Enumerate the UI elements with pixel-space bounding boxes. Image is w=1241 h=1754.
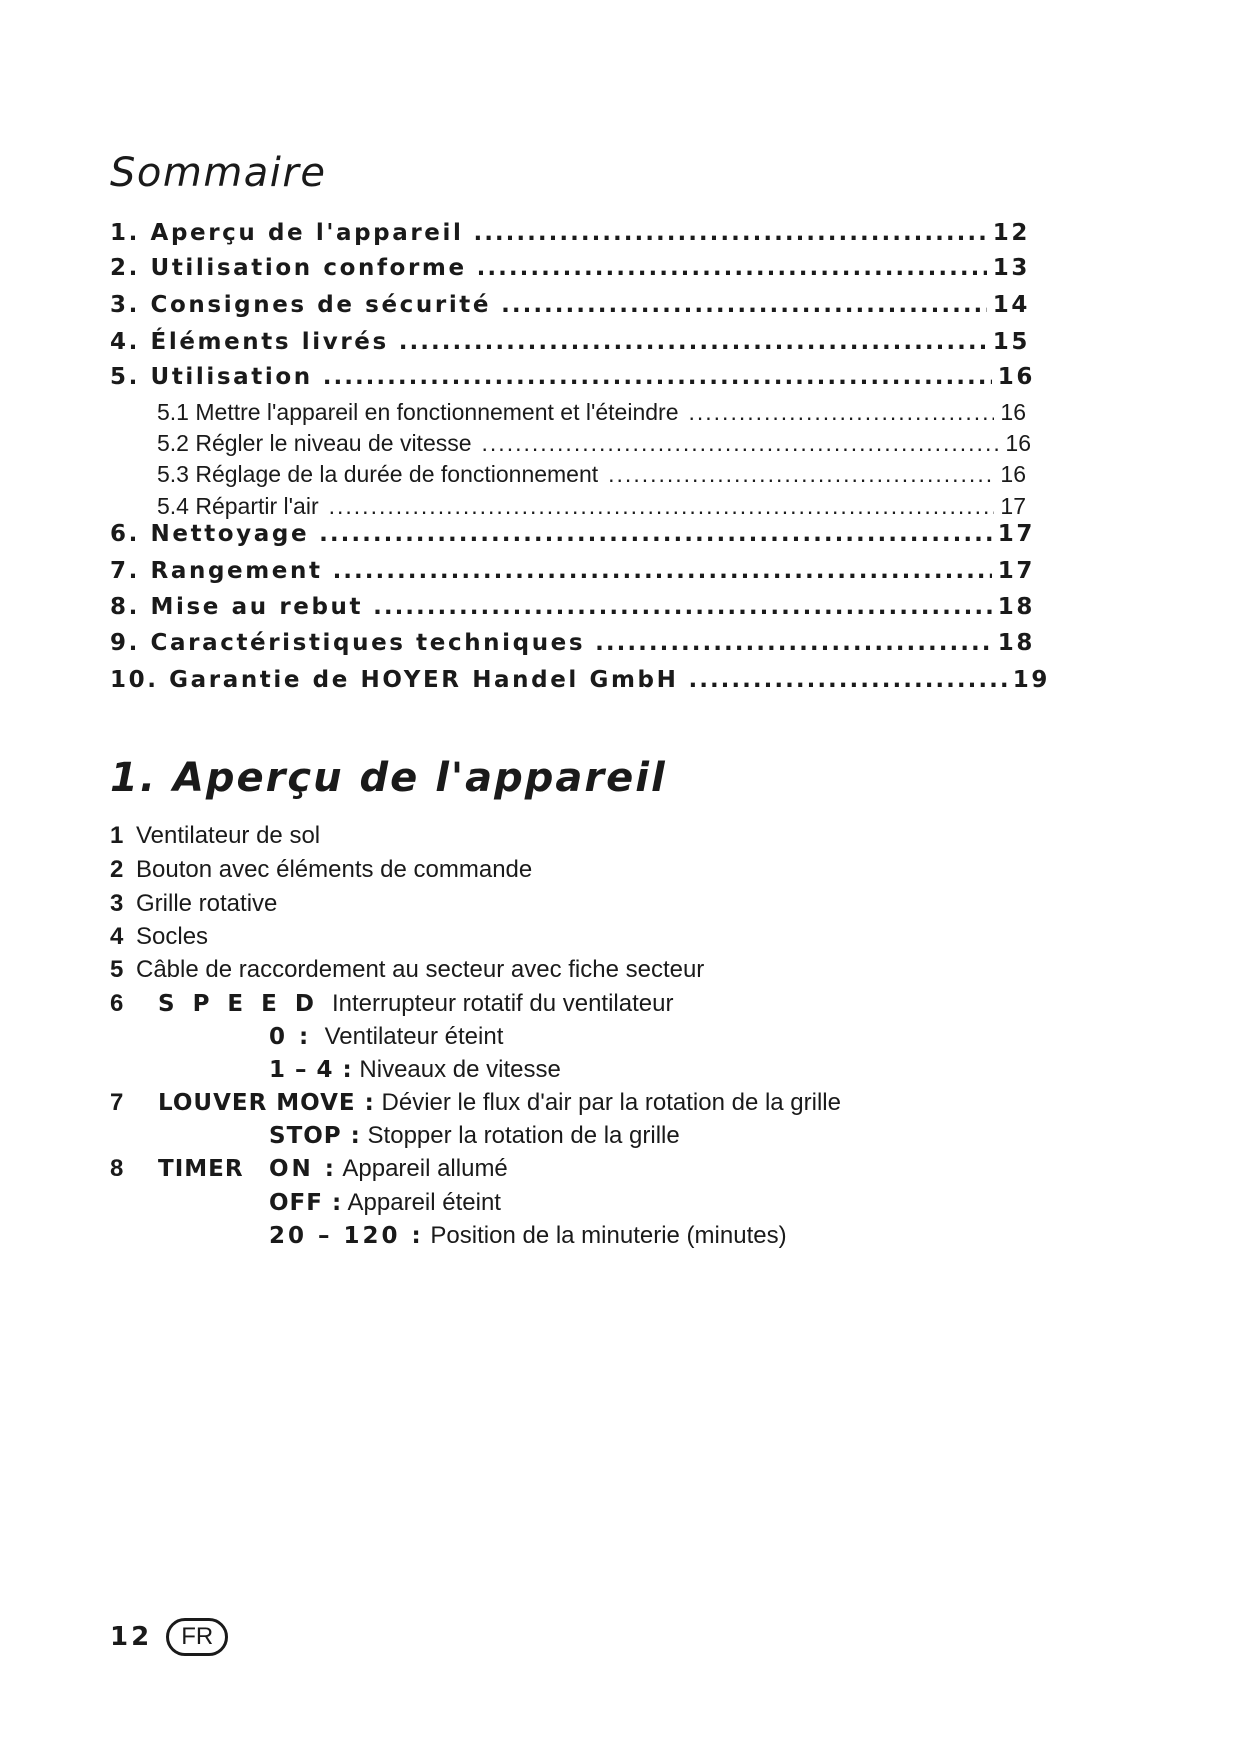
item-number: 5 xyxy=(110,956,124,983)
toc-leader-dots xyxy=(501,292,987,318)
list-item xyxy=(110,1089,841,1117)
list-item xyxy=(110,1155,508,1183)
toc-entry-page: 17 xyxy=(997,558,1035,584)
toc-entry-label: 5. Utilisation xyxy=(110,364,313,390)
item-number: 3 xyxy=(110,890,124,917)
item-text: Grille rotative xyxy=(136,890,278,917)
toc-leader-dots xyxy=(608,461,994,488)
item-text: Ventilateur de sol xyxy=(136,822,321,849)
toc-entry-page: 14 xyxy=(992,292,1030,318)
list-item xyxy=(269,1189,501,1217)
list-item xyxy=(110,990,673,1018)
item-text: Appareil éteint xyxy=(347,1189,501,1216)
item-text: Position de la minuterie (minutes) xyxy=(430,1222,787,1249)
setting-key: 20 – 120 : xyxy=(269,1223,424,1249)
toc-entry-page: 12 xyxy=(992,220,1030,246)
toc-entry-label: 5.4 Répartir l'air xyxy=(157,493,319,519)
toc-entry-label: 5.1 Mettre l'appareil en fonctionnement et l'éteindre xyxy=(157,399,679,425)
toc-entry-label: 3. Consignes de sécurité xyxy=(110,292,492,318)
toc-leader-dots xyxy=(689,399,995,426)
toc-leader-dots xyxy=(333,558,992,584)
list-item xyxy=(110,822,320,850)
toc-leader-dots xyxy=(477,255,987,281)
toc-entry-9[interactable] xyxy=(110,630,1035,656)
toc-leader-dots xyxy=(373,594,992,620)
toc-entry-3[interactable] xyxy=(110,292,1030,318)
item-number: 1 xyxy=(110,822,124,849)
item-number: 2 xyxy=(110,856,124,883)
toc-entry-2[interactable] xyxy=(110,255,1030,281)
toc-entry-4[interactable] xyxy=(110,329,1030,355)
toc-entry-5[interactable] xyxy=(110,364,1035,390)
toc-leader-dots xyxy=(329,493,995,520)
list-item xyxy=(110,856,532,884)
item-text: Interrupteur rotatif du ventilateur xyxy=(331,990,674,1017)
timer-label: TIMER xyxy=(158,1156,244,1182)
item-number: 7 xyxy=(110,1089,124,1116)
toc-leader-dots xyxy=(688,667,1006,693)
toc-title: Sommaire xyxy=(110,150,327,196)
toc-entry-page: 16 xyxy=(1000,399,1026,425)
setting-key: ON : xyxy=(269,1156,338,1182)
toc-entry-page: 16 xyxy=(1000,461,1026,487)
toc-subentry-5-1[interactable] xyxy=(157,399,1026,426)
item-text: Stopper la rotation de la grille xyxy=(367,1122,680,1149)
toc-leader-dots xyxy=(323,364,992,390)
setting-key: STOP : xyxy=(269,1123,361,1149)
toc-entry-page: 17 xyxy=(997,521,1035,547)
list-item xyxy=(110,890,277,918)
toc-entry-label: 4. Éléments livrés xyxy=(110,329,389,355)
country-code-badge: FR xyxy=(166,1618,228,1656)
toc-entry-page: 16 xyxy=(1005,430,1031,456)
page-footer xyxy=(110,1618,228,1656)
item-text: Câble de raccordement au secteur avec fiche secteur xyxy=(136,956,705,983)
item-text: Socles xyxy=(136,923,209,950)
toc-entry-label: 9. Caractéristiques techniques xyxy=(110,630,586,656)
toc-leader-dots xyxy=(319,521,992,547)
item-number: 4 xyxy=(110,923,124,950)
toc-entry-label: 10. Garantie de HOYER Handel GmbH xyxy=(110,667,679,693)
toc-leader-dots xyxy=(595,630,992,656)
toc-entry-label: 2. Utilisation conforme xyxy=(110,255,467,281)
toc-entry-page: 13 xyxy=(992,255,1030,281)
toc-entry-label: 5.3 Réglage de la durée de fonctionnement xyxy=(157,461,599,487)
item-text: Dévier le flux d'air par la rotation de la grille xyxy=(381,1089,841,1116)
toc-entry-label: 6. Nettoyage xyxy=(110,521,310,547)
toc-leader-dots xyxy=(473,220,986,246)
toc-entry-8[interactable] xyxy=(110,594,1035,620)
toc-entry-page: 15 xyxy=(992,329,1030,355)
toc-entry-label: 5.2 Régler le niveau de vitesse xyxy=(157,430,472,456)
toc-entry-page: 19 xyxy=(1012,667,1050,693)
toc-leader-dots xyxy=(399,329,987,355)
item-text: Bouton avec éléments de commande xyxy=(136,856,533,883)
item-text: Ventilateur éteint xyxy=(324,1023,504,1050)
toc-entry-10[interactable] xyxy=(110,667,1050,693)
page-number: 12 xyxy=(110,1622,153,1652)
toc-entry-1[interactable] xyxy=(110,220,1030,246)
toc-subentry-5-3[interactable] xyxy=(157,461,1026,488)
louver-move-label: LOUVER MOVE : xyxy=(158,1090,375,1116)
toc-entry-label: 7. Rangement xyxy=(110,558,323,584)
setting-key: OFF : xyxy=(269,1190,343,1216)
list-item xyxy=(110,923,208,951)
item-text: Niveaux de vitesse xyxy=(359,1056,561,1083)
toc-entry-page: 16 xyxy=(997,364,1035,390)
item-number: 8 xyxy=(110,1155,124,1182)
item-text: Appareil allumé xyxy=(342,1155,508,1182)
item-number: 6 xyxy=(110,990,124,1017)
toc-entry-page: 18 xyxy=(997,630,1035,656)
list-item xyxy=(269,1222,787,1250)
list-item xyxy=(269,1023,503,1051)
toc-leader-dots xyxy=(482,430,1000,457)
setting-key: 1 – 4 : xyxy=(269,1057,353,1083)
toc-entry-label: 1. Aperçu de l'appareil xyxy=(110,220,464,246)
toc-subentry-5-4[interactable] xyxy=(157,493,1026,520)
toc-entry-page: 18 xyxy=(997,594,1035,620)
toc-entry-page: 17 xyxy=(1000,493,1026,519)
setting-key: 0 : xyxy=(269,1024,312,1050)
list-item xyxy=(269,1122,680,1150)
toc-entry-label: 8. Mise au rebut xyxy=(110,594,364,620)
list-item xyxy=(269,1056,561,1084)
toc-entry-7[interactable] xyxy=(110,558,1035,584)
toc-entry-6[interactable] xyxy=(110,521,1035,547)
section-title: 1. Aperçu de l'appareil xyxy=(110,755,667,801)
speed-label: SPEED xyxy=(158,991,332,1017)
toc-subentry-5-2[interactable] xyxy=(157,430,1031,457)
list-item xyxy=(110,956,704,984)
